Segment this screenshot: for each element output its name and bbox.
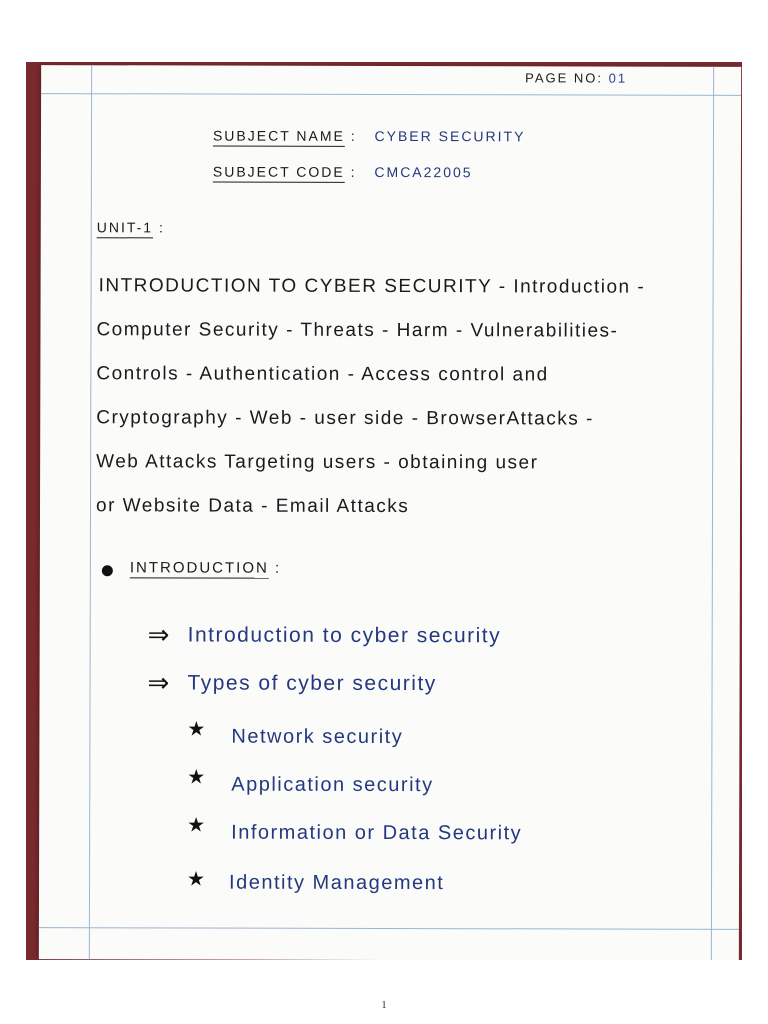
- double-arrow-icon: ⇒: [147, 619, 170, 650]
- margin-line-top: [41, 93, 741, 96]
- introduction-heading-label: INTRODUCTION: [129, 559, 269, 577]
- syllabus-line: Web Attacks Targeting users - obtaining user: [96, 451, 539, 474]
- star-list-item: Application security: [231, 773, 434, 797]
- subject-name-label: SUBJECT NAME: [212, 127, 345, 144]
- arrow-list-item: Introduction to cyber security: [187, 623, 502, 648]
- star-list-item: Network security: [231, 725, 404, 749]
- syllabus-line: Cryptography - Web - user side - BrowserAttacks -: [96, 407, 594, 430]
- double-arrow-icon: ⇒: [147, 667, 170, 698]
- subject-code-value: CMCA22005: [374, 163, 473, 181]
- page-no-label: PAGE NO:: [525, 70, 604, 86]
- notebook-photo: [26, 62, 742, 960]
- margin-line-bottom: [39, 927, 739, 930]
- subject-code-line: SUBJECT CODE : CMCA22005: [212, 163, 473, 181]
- unit-heading: UNIT-1 :: [96, 219, 165, 236]
- star-list-item: Information or Data Security: [231, 821, 523, 845]
- syllabus-line: or Website Data - Email Attacks: [95, 495, 410, 518]
- syllabus-line: Computer Security - Threats - Harm - Vulnerabilities-: [96, 319, 619, 342]
- star-bullet-icon: ★: [187, 766, 206, 789]
- star-bullet-icon: ★: [187, 718, 206, 741]
- syllabus-line: Controls - Authentication - Access control and: [96, 363, 549, 386]
- star-list-item: Identity Management: [229, 871, 445, 895]
- subject-name-value: CYBER SECURITY: [374, 127, 526, 145]
- document-page-number: 1: [381, 1000, 387, 1011]
- margin-line-right: [711, 67, 714, 960]
- subject-code-label: SUBJECT CODE: [212, 163, 345, 180]
- margin-line-left: [89, 65, 92, 959]
- notebook-page: [39, 65, 741, 960]
- page-number-header: [525, 70, 627, 85]
- introduction-heading: INTRODUCTION :: [129, 559, 282, 577]
- subject-name-line: SUBJECT NAME : CYBER SECURITY: [212, 127, 526, 145]
- star-bullet-icon: ★: [187, 868, 206, 891]
- bullet-dot-icon: [102, 565, 113, 576]
- page-no-value: 01: [608, 70, 628, 86]
- syllabus-line: INTRODUCTION TO CYBER SECURITY - Introduction -: [98, 275, 646, 298]
- unit-label: UNIT-1: [96, 219, 154, 236]
- star-bullet-icon: ★: [187, 814, 206, 837]
- arrow-list-item: Types of cyber security: [187, 671, 437, 696]
